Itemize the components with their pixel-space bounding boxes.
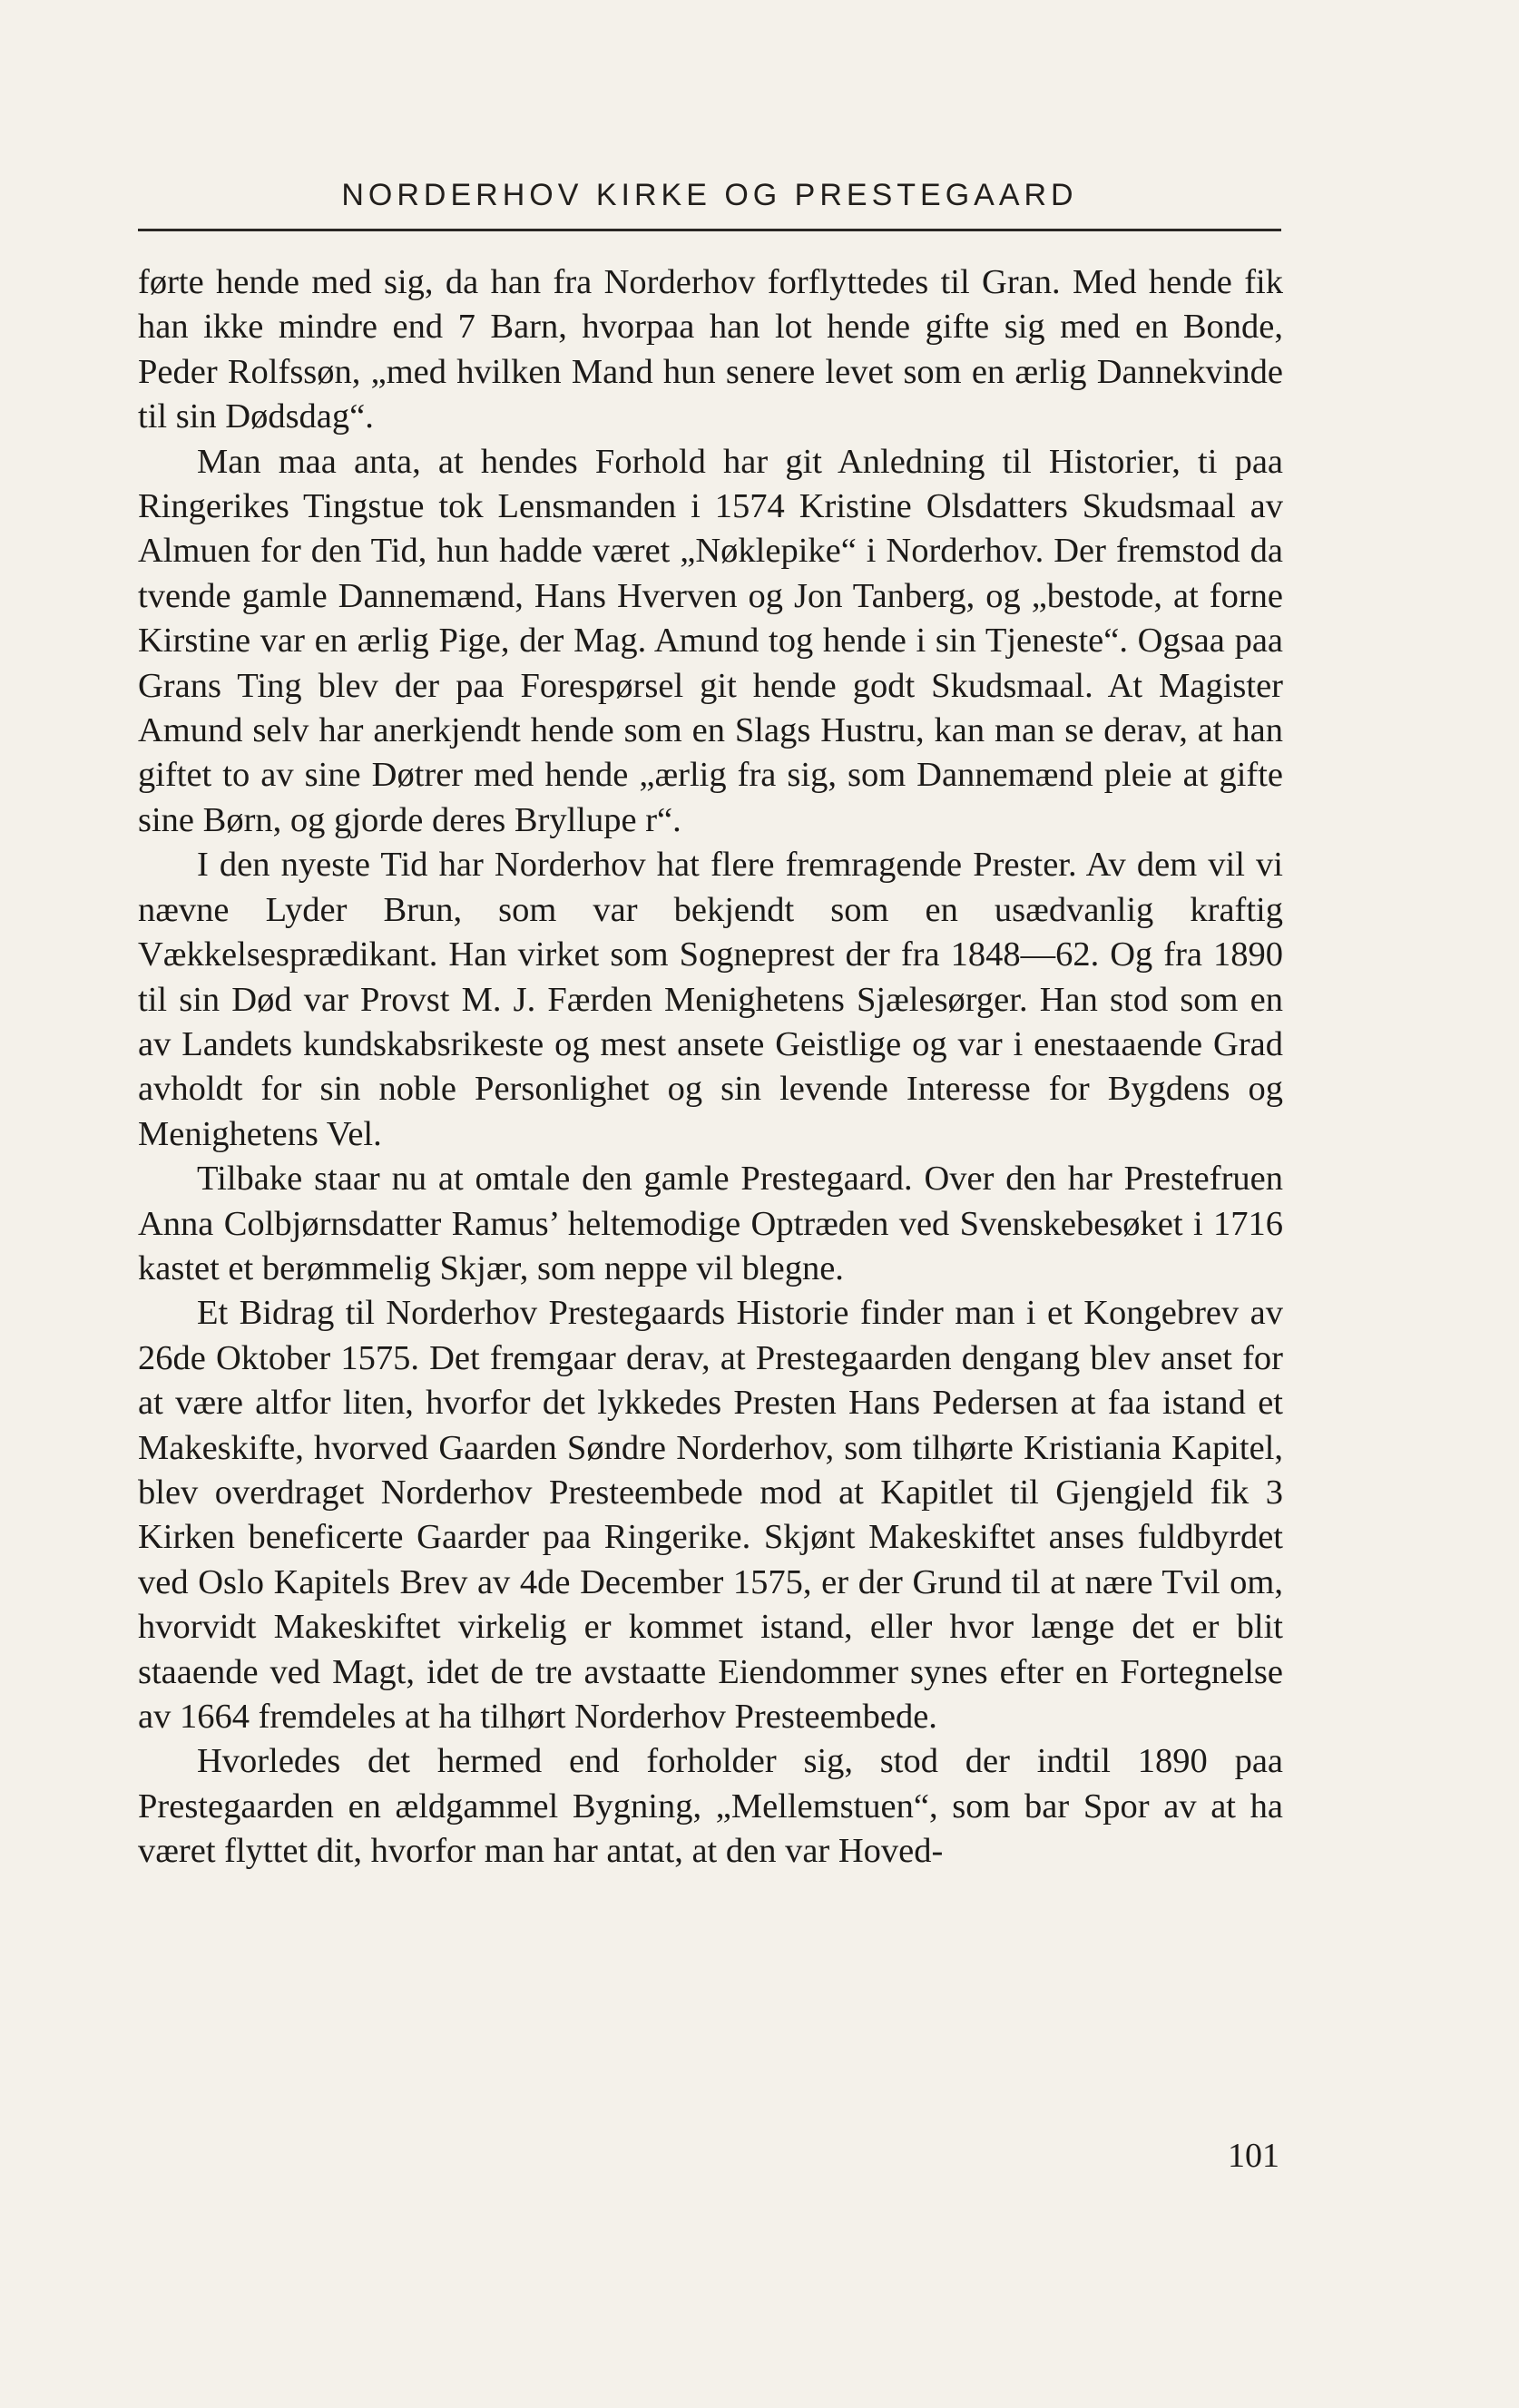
paragraph-2: Man maa anta, at hendes Forhold har git Anledning til Historier, ti paa Ringerikes Tingstue tok Lensmanden i 1574 Kristine Olsdatters Skudsmaal av Almuen for den Tid, hun hadde været „Nøklepike“ i Norderhov. Der fremstod da tvende gamle Dannemænd, Hans Hverven og Jon Tanberg, og „bestode, at forne Kirstine var en ærlig Pige, der Mag. Amund tog hende i sin Tjeneste“. Ogsaa paa Grans Ting blev der paa Forespørsel git hende godt Skudsmaal. At Magister Amund selv har anerkjendt hende som en Slags Hustru, kan man se derav, at han giftet to av sine Døtrer med hende „ærlig fra sig, som Dannemænd pleie at gifte sine Børn, og gjorde deres Bryllupe r“. — [138, 442, 1283, 839]
paragraph-6: Hvorledes det hermed end forholder sig, stod der indtil 1890 paa Prestegaarden en ældgammel Bygning, „Mellemstuen“, som bar Spor av at ha været flyttet dit, hvorfor man har antat, at den var Hoved- — [138, 1742, 1283, 1871]
header-rule — [138, 229, 1281, 231]
paragraph-4: Tilbake staar nu at omtale den gamle Prestegaard. Over den har Prestefruen Anna Colbjørnsdatter Ramus’ heltemodige Optræden ved Svenskebesøket i 1716 kastet et berømmelig Skjær, som neppe vil blegne. — [138, 1160, 1283, 1287]
running-header: NORDERHOV KIRKE OG PRESTEGAARD — [341, 178, 1078, 212]
page-number: 101 — [1228, 2137, 1279, 2175]
paragraph-3: I den nyeste Tid har Norderhov hat flere fremragende Prester. Av dem vil vi nævne Lyder Brun, som var bekjendt som en usædvanlig kraftig Vækkelsesprædikant. Han virket som Sogneprest der fra 1848—62. Og fra 1890 til sin Død var Provst M. J. Færden Menighetens Sjælesørger. Han stod som en av Landets kundskabsrikeste og mest ansete Geistlige og var i enestaaende Grad avholdt for sin noble Personlighet og sin levende Interesse for Bygdens og Menighetens Vel. — [138, 846, 1283, 1153]
paragraph-1: førte hende med sig, da han fra Norderhov forflyttedes til Gran. Med hende fik han ikke mindre end 7 Barn, hvorpaa han lot hende gifte sig med en Bonde, Peder Rolfssøn, „med hvilken Mand hun senere levet som en ærlig Dannekvinde til sin Dødsdag“. — [138, 263, 1283, 436]
body-text — [138, 260, 1283, 1875]
paragraph-5: Et Bidrag til Norderhov Prestegaards Historie finder man i et Kongebrev av 26de Oktober 1575. Det fremgaar derav, at Prestegaarden dengang blev anset for at være altfor liten, hvorfor det lykkedes Presten Hans Pedersen at faa istand et Makeskifte, hvorved Gaarden Søndre Norderhov, som tilhørte Kristiania Kapitel, blev overdraget Norderhov Presteembede mod at Kapitlet til Gjengjeld fik 3 Kirken beneficerte Gaarder paa Ringerike. Skjønt Makeskiftet anses fuldbyrdet ved Oslo Kapitels Brev av 4de December 1575, er der Grund til at nære Tvil om, hvorvidt Makeskiftet virkelig er kommet istand, eller hvor længe det er blit staaende ved Magt, idet de tre avstaatte Eiendommer synes efter en Fortegnelse av 1664 fremdeles at ha tilhørt Norderhov Presteembede. — [138, 1294, 1283, 1736]
